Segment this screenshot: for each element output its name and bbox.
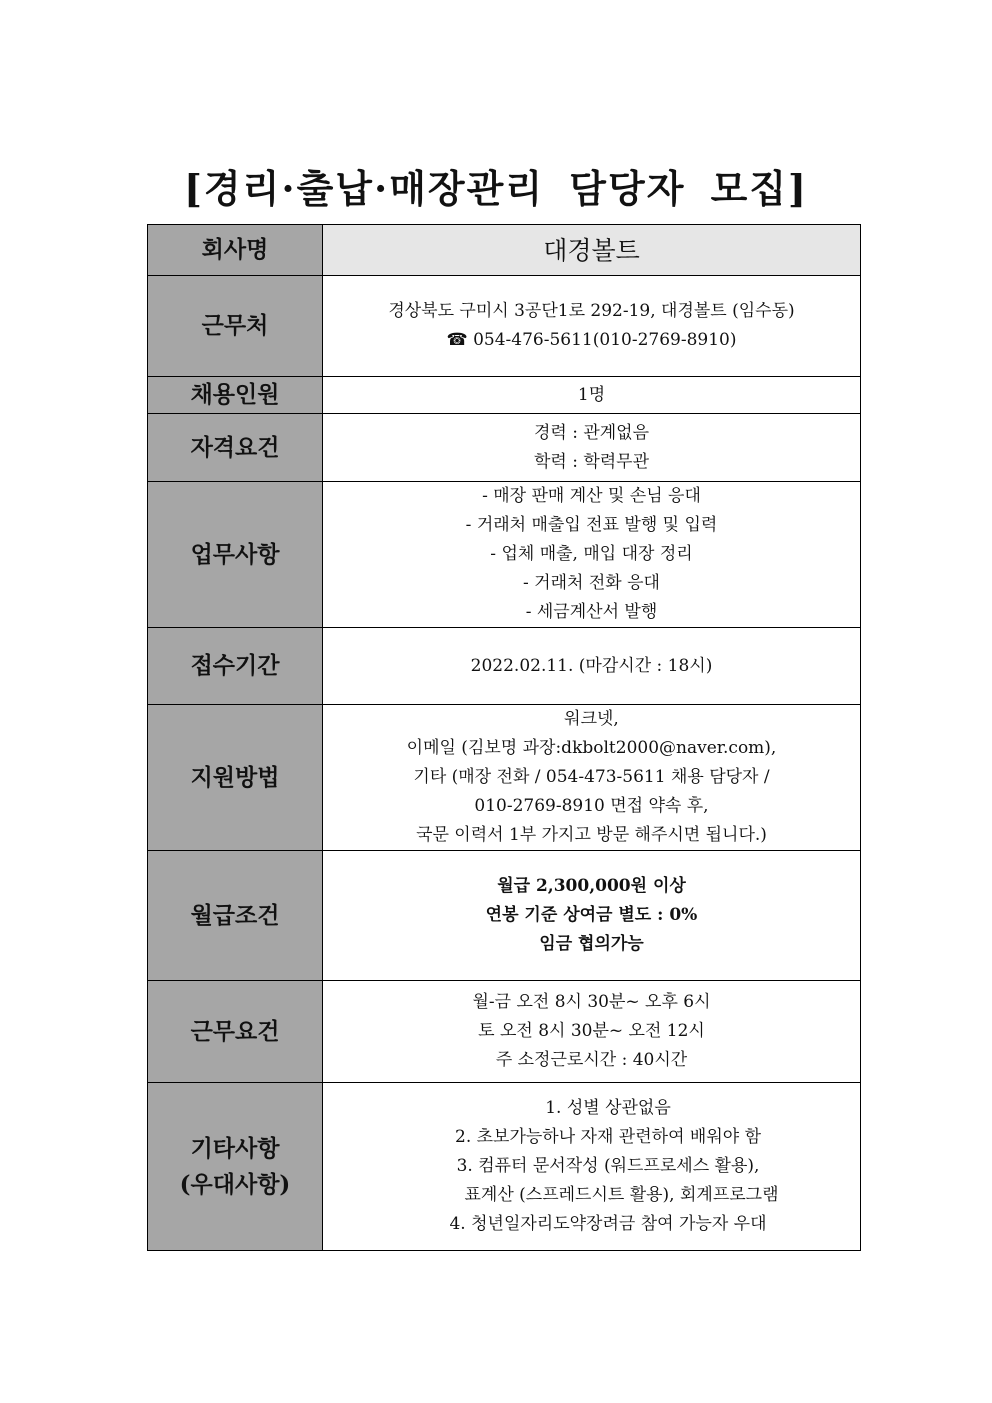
- label-workplace: 근무처: [148, 276, 323, 377]
- row-hours: [148, 981, 861, 1083]
- label-salary: 월급조건: [148, 851, 323, 981]
- label-qualification: 자격요건: [148, 414, 323, 482]
- label-other-line2: (우대사항): [179, 1170, 291, 1198]
- duty-item: - 거래처 매출입 전표 발행 및 입력: [465, 515, 718, 535]
- value-method: [323, 705, 861, 851]
- row-salary: [148, 851, 861, 981]
- value-hours: [323, 981, 861, 1083]
- value-company: 대경볼트: [323, 225, 861, 276]
- duty-item: - 업체 매출, 매입 대장 정리: [490, 544, 693, 564]
- salary-line: 연봉 기준 상여금 별도 : 0%: [485, 905, 698, 925]
- value-duties: [323, 482, 861, 628]
- value-workplace: [323, 276, 861, 377]
- row-headcount: [148, 377, 861, 414]
- salary-line: 월급 2,300,000원 이상: [497, 876, 686, 896]
- method-line: 워크넷,: [564, 709, 619, 729]
- duty-item: - 세금계산서 발행: [525, 602, 658, 622]
- method-line: 이메일 (김보명 과장:dkbolt2000@naver.com),: [406, 738, 777, 758]
- label-other-line1: 기타사항: [190, 1134, 280, 1162]
- other-item-continued: 표계산 (스프레드시트 활용), 회계프로그램: [464, 1185, 779, 1205]
- method-line: 기타 (매장 전화 / 054-473-5611 채용 담당자 /: [413, 767, 770, 787]
- qualification-career: 경력 : 관계없음: [533, 422, 650, 443]
- workplace-address: 경상북도 구미시 3공단1로 292-19, 대경볼트 (임수동): [388, 301, 795, 321]
- other-item: 1. 성별 상관없음: [545, 1098, 671, 1118]
- row-workplace: [148, 276, 861, 377]
- row-method: [148, 705, 861, 851]
- label-headcount: 채용인원: [148, 377, 323, 414]
- hours-line: 토 오전 8시 30분~ 오전 12시: [478, 1021, 705, 1041]
- row-company: [148, 225, 861, 276]
- row-qualification: [148, 414, 861, 482]
- label-method: 지원방법: [148, 705, 323, 851]
- value-other: [323, 1083, 861, 1251]
- value-headcount: 1명: [323, 377, 861, 414]
- label-duties: 업무사항: [148, 482, 323, 628]
- value-salary: [323, 851, 861, 981]
- workplace-phone: ☎ 054-476-5611(010-2769-8910): [446, 330, 737, 350]
- row-other: [148, 1083, 861, 1251]
- duty-item: - 거래처 전화 응대: [523, 573, 660, 593]
- qualification-education: 학력 : 학력무관: [533, 451, 650, 472]
- row-period: [148, 628, 861, 705]
- other-item: 4. 청년일자리도약장려금 참여 가능자 우대: [449, 1214, 767, 1234]
- method-line: 국문 이력서 1부 가지고 방문 해주시면 됩니다.): [416, 825, 767, 845]
- other-item: 2. 초보가능하나 자재 관련하여 배워야 함: [455, 1127, 761, 1147]
- label-other: [148, 1083, 323, 1251]
- label-hours: 근무요건: [148, 981, 323, 1083]
- label-company: 회사명: [148, 225, 323, 276]
- value-period: 2022.02.11. (마감시간 : 18시): [323, 628, 861, 705]
- duty-item: - 매장 판매 계산 및 손님 응대: [482, 486, 701, 506]
- value-qualification: [323, 414, 861, 482]
- row-duties: [148, 482, 861, 628]
- hours-line: 월-금 오전 8시 30분~ 오후 6시: [472, 992, 711, 1012]
- other-item: 3. 컴퓨터 문서작성 (워드프로세스 활용),: [456, 1156, 760, 1176]
- method-line: 010-2769-8910 면접 약속 후,: [474, 796, 709, 816]
- salary-line: 임금 협의가능: [539, 934, 644, 954]
- label-period: 접수기간: [148, 628, 323, 705]
- hours-line: 주 소정근로시간 : 40시간: [495, 1050, 688, 1070]
- job-posting-table: [147, 224, 861, 1251]
- page-title: [경리·출납·매장관리 담당자 모집]: [183, 166, 809, 211]
